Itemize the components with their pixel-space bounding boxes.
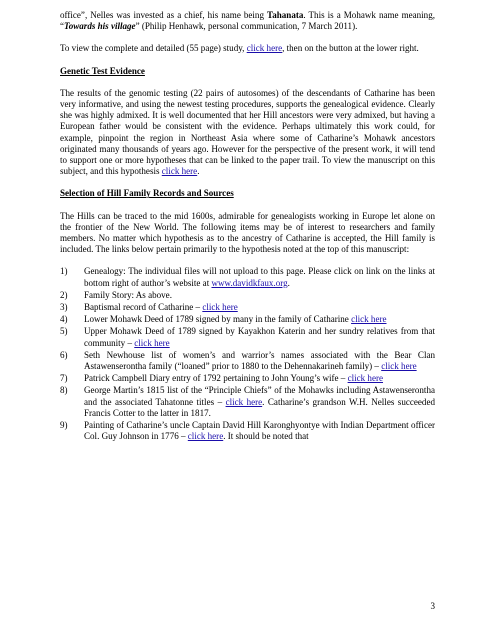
heading-genetic-test: Genetic Test Evidence xyxy=(60,65,145,76)
list-number: 1) xyxy=(60,266,68,277)
heading-hill-family: Selection of Hill Family Records and Sources xyxy=(60,188,234,199)
bold-italic-meaning: Towards his village xyxy=(64,21,136,32)
baptismal-record-link[interactable]: click here xyxy=(202,302,238,313)
list-item xyxy=(60,266,435,288)
text: To view the complete and detailed (55 page) study, xyxy=(60,43,247,54)
paragraph-chief-name xyxy=(60,10,435,32)
list-text: Family Story: As above. xyxy=(84,289,172,300)
website-link[interactable]: www.davidkfaux.org xyxy=(211,277,288,288)
list-text: Seth Newhouse list of women’s and warrior’s names associated with the Bear Clan Astawenserontha family (“loaned” prior to 1880 to the Dehennakarineh family) – xyxy=(84,349,435,372)
list-number: 6) xyxy=(60,349,68,360)
list-number: 9) xyxy=(60,420,68,431)
list-number: 3) xyxy=(60,302,68,313)
list-item xyxy=(60,302,435,313)
campbell-diary-link[interactable]: click here xyxy=(347,373,384,384)
text: , then on the button at the lower right. xyxy=(282,43,419,54)
text: ” (Philip Henhawk, personal communication, 7 March 2011). xyxy=(135,21,358,32)
list-text: Painting of Catharine’s uncle Captain David Hill Karonghyontye with Indian Department officer Col. Guy Johnson in 1776 – xyxy=(84,420,435,442)
list-item xyxy=(60,420,435,442)
list-item xyxy=(60,314,435,325)
list-text: . xyxy=(287,277,290,288)
list-item xyxy=(60,373,435,384)
list-number: 5) xyxy=(60,326,68,337)
paragraph-study-link xyxy=(60,43,435,54)
list-text: Baptismal record of Catharine – xyxy=(84,302,203,313)
list-item xyxy=(60,290,435,301)
list-number: 8) xyxy=(60,385,68,396)
text: office”, Nelles was invested as a chief, his name being xyxy=(60,10,268,20)
list-item xyxy=(60,385,435,419)
list-text: Upper Mohawk Deed of 1789 signed by Kayakhon Katerin and her sundry relatives from that community – xyxy=(84,326,435,348)
list-item xyxy=(60,326,435,348)
list-number: 7) xyxy=(60,373,68,384)
study-link[interactable]: click here xyxy=(246,43,283,54)
lower-mohawk-deed-link[interactable]: click here xyxy=(351,314,387,325)
list-text: George Martin’s 1815 list of the “Principle Chiefs” of the Mohawks including Astawenserontha and the associated Tahatonne titles – xyxy=(84,385,435,407)
newhouse-list-link[interactable]: click here xyxy=(381,361,417,372)
list-text: Lower Mohawk Deed of 1789 signed by many in the family of Catharine xyxy=(84,314,352,325)
text: The results of the genomic testing (22 pairs of autosomes) of the descendants of Catharine has been very informative, and using the newest testing procedures, supports the genealogical evidence. Clearly she was highly admixed. It is well documented that her Hill ancestors were very admixed, but having a European father would be consistent with the evidence. Perhaps ultimately this work could, for example, pinpoint the region in Northeast Asia where some of Catharine’s Mohawk ancestors originated many thousands of years ago. However for the perspective of the present work, it will tend to support one or more hypotheses that can be linked to the paper trail. To view the manuscript on this subject, and this hypothesis xyxy=(60,87,435,177)
page-number: 3 xyxy=(430,601,435,611)
list-item xyxy=(60,350,435,372)
list-text: . Catharine’s grandson W.H. Nelles succeeded Francis Cotter to the latter in 1817. xyxy=(84,396,435,418)
list-text: Patrick Campbell Diary entry of 1792 pertaining to John Young’s wife – xyxy=(84,373,348,384)
manuscript-link[interactable]: click here xyxy=(161,166,198,177)
martin-list-link[interactable]: click here xyxy=(225,396,263,407)
list-number: 2) xyxy=(60,289,68,300)
text: . xyxy=(197,166,200,177)
upper-mohawk-deed-link[interactable]: click here xyxy=(134,337,170,348)
paragraph-genetic-evidence xyxy=(60,88,435,178)
records-list xyxy=(60,266,435,442)
text: . This is a Mohawk name meaning, “ xyxy=(60,10,435,32)
paragraph-hill-family: The Hills can be traced to the mid 1600s, admirable for genealogists working in Europe let alone on the frontier of the New World. The following items may be of interest to researchers and family members. No matter which hypothesis as to the ancestry of Catharine is accepted, the Hill family is included. The links below pertain primarily to the hypothesis noted at the top of this manuscript: xyxy=(60,210,435,255)
list-number: 4) xyxy=(60,314,68,325)
list-text: Genealogy: The individual files will not upload to this page. Please click on link on the links at bottom right of author’s website at xyxy=(84,266,435,288)
bold-name: Tahanata xyxy=(267,10,304,20)
painting-link[interactable]: click here xyxy=(187,431,224,442)
list-text: . It should be noted that xyxy=(223,431,309,442)
